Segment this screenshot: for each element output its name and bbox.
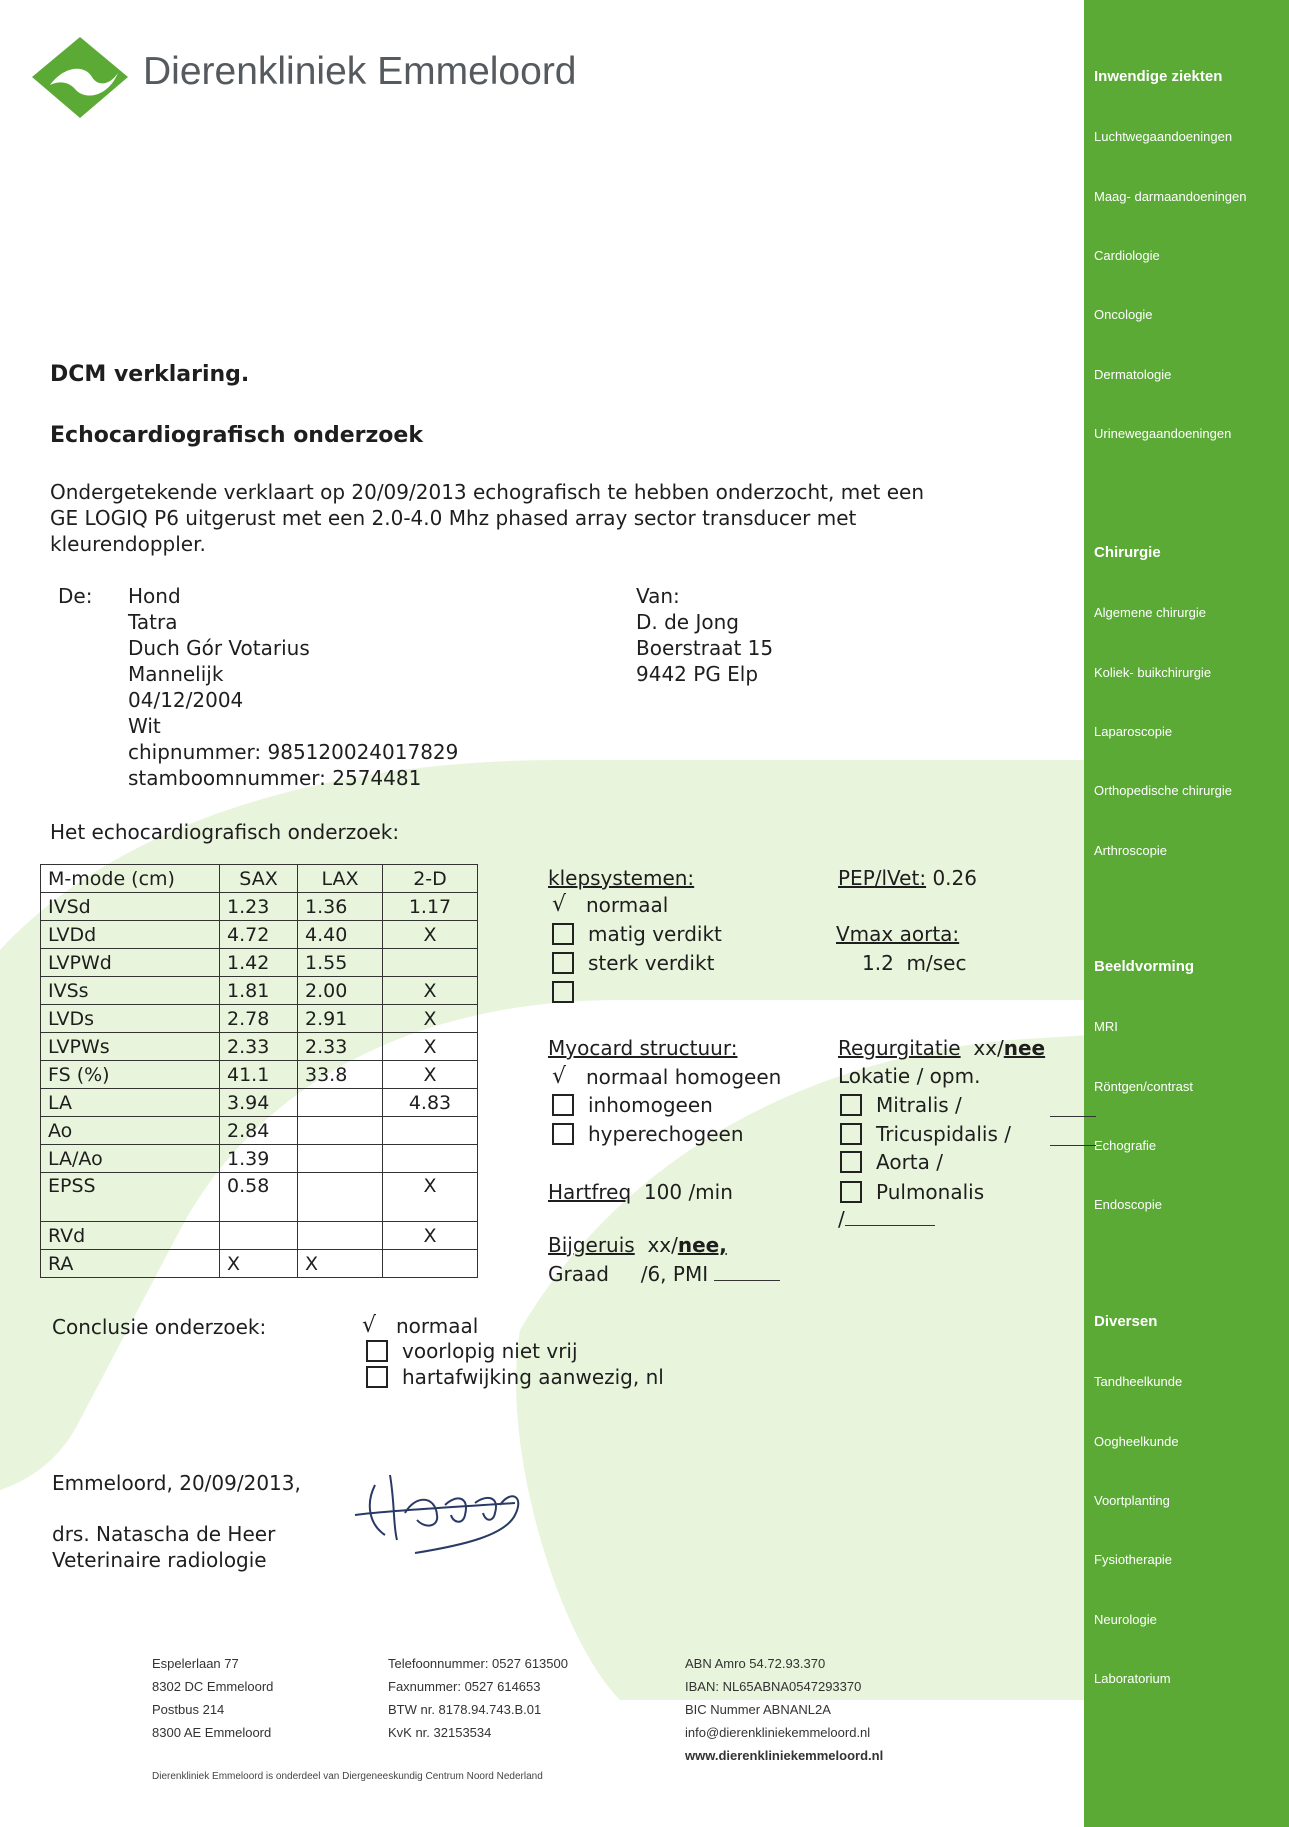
signer-name: drs. Natascha de Heer <box>52 1522 276 1546</box>
signer-role: Veterinaire radiologie <box>52 1548 267 1572</box>
vmax-label: Vmax aorta: <box>836 922 960 946</box>
table-cell: 1.55 <box>298 949 383 977</box>
table-cell: X <box>383 1033 478 1061</box>
table-cell: 3.94 <box>220 1089 298 1117</box>
regurgitatie-title: Regurgitatie <box>838 1036 961 1060</box>
table-row <box>41 1222 478 1250</box>
hartfreq-value: 100 /min <box>643 1180 733 1204</box>
exam-heading: Het echocardiografisch onderzoek: <box>50 820 400 844</box>
table-cell: 2.00 <box>298 977 383 1005</box>
table-cell: 2.84 <box>220 1117 298 1145</box>
table-cell <box>383 1250 478 1278</box>
place-date: Emmeloord, 20/09/2013, <box>52 1471 301 1495</box>
sidebar-item[interactable]: Oogheelkunde <box>1094 1433 1179 1449</box>
kleppen-option <box>552 922 722 946</box>
table-row <box>41 1173 478 1222</box>
table-cell: 1.42 <box>220 949 298 977</box>
table-row <box>41 1061 478 1089</box>
table-row <box>41 1089 478 1117</box>
option-label: hartafwijking aanwezig, nl <box>402 1365 664 1389</box>
footer-line: ABN Amro 54.72.93.370 <box>685 1656 826 1671</box>
sidebar-item[interactable]: Dermatologie <box>1094 366 1172 382</box>
checkmark-icon: √ <box>552 892 567 917</box>
table-cell: 2.91 <box>298 1005 383 1033</box>
footer-line: IBAN: NL65ABNA0547293370 <box>685 1679 862 1694</box>
regurgitatie-option <box>840 1093 962 1117</box>
pointer-line <box>1050 1145 1096 1146</box>
sidebar-item[interactable]: Echografie <box>1094 1137 1157 1153</box>
pep-label: PEP/lVet: <box>838 866 927 890</box>
table-cell: EPSS <box>41 1173 220 1222</box>
clinic-name: Dierenkliniek Emmeloord <box>143 50 577 93</box>
option-label: voorlopig niet vrij <box>402 1339 578 1363</box>
checkmark-icon: √ <box>552 1064 567 1089</box>
checkbox[interactable] <box>552 1123 574 1145</box>
sidebar-item[interactable]: Tandheelkunde <box>1094 1374 1183 1390</box>
sidebar-item[interactable]: Urinewegaandoeningen <box>1094 425 1232 441</box>
animal-color: Wit <box>128 714 161 738</box>
table-cell <box>298 1089 383 1117</box>
myocard-option <box>552 1122 744 1146</box>
table-cell <box>298 1222 383 1250</box>
owner-name: D. de Jong <box>636 610 739 634</box>
table-header-cell: M-mode (cm) <box>41 865 220 893</box>
table-cell: 0.58 <box>220 1173 298 1222</box>
van-label: Van: <box>636 584 680 608</box>
sidebar-group-title[interactable]: Beeldvorming <box>1094 958 1195 975</box>
table-cell: 2.33 <box>220 1033 298 1061</box>
table-cell: X <box>383 1173 478 1222</box>
intro-line: Ondergetekende verklaart op 20/09/2013 echografisch te hebben onderzocht, met een <box>50 480 925 504</box>
table-cell: 4.72 <box>220 921 298 949</box>
footer-line: Telefoonnummer: 0527 613500 <box>388 1656 568 1671</box>
table-row <box>41 921 478 949</box>
table-cell: X <box>383 977 478 1005</box>
sidebar-item[interactable]: Oncologie <box>1094 307 1153 323</box>
sidebar-item[interactable]: Voortplanting <box>1094 1492 1170 1508</box>
table-cell: LVPWs <box>41 1033 220 1061</box>
sidebar-item[interactable]: Algemene chirurgie <box>1094 605 1207 621</box>
intro-line: GE LOGIQ P6 uitgerust met een 2.0-4.0 Mhz phased array sector transducer met <box>50 506 857 530</box>
conclusie-option <box>362 1313 478 1338</box>
regurgitatie-answer-prefix: xx/ <box>973 1036 1004 1060</box>
myocard-title: Myocard structuur: <box>548 1036 738 1060</box>
sidebar-group-title[interactable]: Inwendige ziekten <box>1094 68 1223 85</box>
option-label: sterk verdikt <box>588 951 715 975</box>
checkbox[interactable] <box>366 1366 388 1388</box>
intro-line: kleurendoppler. <box>50 532 206 556</box>
table-cell: Ao <box>41 1117 220 1145</box>
blank-line <box>845 1211 935 1226</box>
animal-name: Duch Gór Votarius <box>128 636 310 660</box>
table-row <box>41 893 478 921</box>
pointer-line <box>1050 1116 1096 1117</box>
table-cell: X <box>383 921 478 949</box>
table-header-cell: 2-D <box>383 865 478 893</box>
table-cell: X <box>383 1005 478 1033</box>
vmax-unit: m/sec <box>906 951 967 975</box>
option-label: normaal <box>396 1313 479 1338</box>
table-cell: 2.78 <box>220 1005 298 1033</box>
table-cell <box>383 1117 478 1145</box>
bijgeruis-answer: nee, <box>677 1233 727 1257</box>
table-cell: X <box>383 1061 478 1089</box>
regurgitatie-answer: nee <box>1003 1036 1046 1060</box>
sidebar-group-title[interactable]: Chirurgie <box>1094 544 1161 561</box>
table-cell <box>298 1117 383 1145</box>
kleppen-title: klepsystemen: <box>548 866 695 890</box>
option-label: Aorta / <box>876 1150 943 1174</box>
conclusie-label: Conclusie onderzoek: <box>52 1315 267 1339</box>
conclusie-option <box>366 1365 664 1389</box>
hartfreq-label: Hartfreq <box>548 1180 632 1204</box>
footer-line: 8302 DC Emmeloord <box>152 1679 274 1694</box>
checkbox[interactable] <box>840 1181 862 1203</box>
sidebar-item[interactable]: Arthroscopie <box>1094 842 1167 858</box>
checkbox[interactable] <box>552 952 574 974</box>
animal-species: Hond <box>128 584 181 608</box>
animal-pedigree-number: stamboomnummer: 2574481 <box>128 766 422 790</box>
table-cell: 4.83 <box>383 1089 478 1117</box>
conclusie-option <box>366 1339 578 1363</box>
sidebar-item[interactable]: MRI <box>1094 1019 1118 1035</box>
pep-value: 0.26 <box>932 866 977 890</box>
option-label: Pulmonalis <box>876 1180 985 1204</box>
option-label: Mitralis / <box>876 1093 962 1117</box>
footer-line: KvK nr. 32153534 <box>388 1725 492 1740</box>
table-cell: RVd <box>41 1222 220 1250</box>
table-cell <box>220 1222 298 1250</box>
mmode-table <box>40 864 478 1278</box>
table-cell: LVDd <box>41 921 220 949</box>
handwritten-signature <box>345 1465 530 1560</box>
animal-breed: Tatra <box>128 610 178 634</box>
table-cell: 1.81 <box>220 977 298 1005</box>
table-cell: X <box>383 1222 478 1250</box>
sidebar-group-title[interactable]: Diversen <box>1094 1313 1158 1330</box>
leaf-logo-icon <box>30 35 130 120</box>
footer-email-link[interactable]: info@dierenkliniekemmeloord.nl <box>685 1725 871 1740</box>
footer-line: 8300 AE Emmeloord <box>152 1725 272 1740</box>
animal-sex: Mannelijk <box>128 662 224 686</box>
mmode-table-body <box>41 893 478 1278</box>
checkmark-icon: √ <box>362 1313 377 1338</box>
table-cell: 41.1 <box>220 1061 298 1089</box>
table-cell: 1.17 <box>383 893 478 921</box>
table-cell <box>383 1145 478 1173</box>
table-row <box>41 1117 478 1145</box>
document-subtitle: Echocardiografisch onderzoek <box>50 423 423 448</box>
table-cell: 1.36 <box>298 893 383 921</box>
sidebar-item[interactable]: Maag- darmaandoeningen <box>1094 188 1247 204</box>
table-cell: LA <box>41 1089 220 1117</box>
option-label: matig verdikt <box>588 922 722 946</box>
table-cell: 4.40 <box>298 921 383 949</box>
footer-line: BTW nr. 8178.94.743.B.01 <box>388 1702 542 1717</box>
footer-line: Faxnummer: 0527 614653 <box>388 1679 541 1694</box>
table-cell <box>298 1145 383 1173</box>
sidebar-item[interactable]: Fysiotherapie <box>1094 1552 1173 1568</box>
myocard-option <box>552 1093 713 1117</box>
kleppen-option <box>552 981 588 1003</box>
table-cell: 1.39 <box>220 1145 298 1173</box>
sidebar-item[interactable]: Röntgen/contrast <box>1094 1078 1194 1094</box>
myocard-option <box>552 1064 781 1089</box>
animal-chip-number: chipnummer: 985120024017829 <box>128 740 459 764</box>
table-header-cell: LAX <box>298 865 383 893</box>
option-label: inhomogeen <box>588 1093 713 1117</box>
owner-street: Boerstraat 15 <box>636 636 774 660</box>
footer-note: Dierenkliniek Emmeloord is onderdeel van Diergeneeskundig Centrum Noord Nederland <box>152 1771 543 1782</box>
table-cell: IVSs <box>41 977 220 1005</box>
footer-bank <box>685 1652 883 1767</box>
footer-address <box>152 1652 273 1744</box>
table-cell: 2.33 <box>298 1033 383 1061</box>
sidebar-item[interactable]: Laparoscopie <box>1094 723 1173 739</box>
kleppen-option <box>552 892 668 917</box>
table-row <box>41 1005 478 1033</box>
table-row <box>41 1250 478 1278</box>
de-label: De: <box>58 584 93 608</box>
table-cell: IVSd <box>41 893 220 921</box>
document-title: DCM verklaring. <box>50 362 250 387</box>
table-row <box>41 1033 478 1061</box>
regurgitatie-lokatie: Lokatie / opm. <box>838 1064 981 1088</box>
checkbox[interactable] <box>552 923 574 945</box>
option-label: hyperechogeen <box>588 1122 744 1146</box>
checkbox[interactable] <box>840 1151 862 1173</box>
sidebar-item[interactable]: Luchtwegaandoeningen <box>1094 129 1233 145</box>
table-cell: X <box>220 1250 298 1278</box>
checkbox[interactable] <box>552 1094 574 1116</box>
bijgeruis-label: Bijgeruis <box>548 1233 635 1257</box>
regurgitatie-option <box>840 1180 984 1204</box>
checkbox[interactable] <box>840 1123 862 1145</box>
vmax-value: 1.2 <box>862 951 894 975</box>
option-label: normaal <box>586 892 669 917</box>
table-cell: 33.8 <box>298 1061 383 1089</box>
footer-line: Postbus 214 <box>152 1702 225 1717</box>
table-row <box>41 977 478 1005</box>
sidebar-item[interactable]: Endoscopie <box>1094 1197 1162 1213</box>
sidebar-item[interactable]: Neurologie <box>1094 1611 1157 1627</box>
checkbox[interactable] <box>840 1094 862 1116</box>
checkbox[interactable] <box>366 1340 388 1362</box>
footer-website-link[interactable]: www.dierenkliniekemmeloord.nl <box>685 1748 884 1763</box>
table-cell <box>298 1173 383 1222</box>
regurgitatie-option <box>840 1150 943 1174</box>
footer-contact <box>388 1652 568 1744</box>
sidebar-item[interactable]: Orthopedische chirurgie <box>1094 783 1233 799</box>
checkbox[interactable] <box>552 981 574 1003</box>
animal-birthdate: 04/12/2004 <box>128 688 244 712</box>
sidebar-item[interactable]: Laboratorium <box>1094 1670 1171 1686</box>
bijgeruis-answer-prefix: xx/ <box>647 1233 678 1257</box>
sidebar-item[interactable]: Koliek- buikchirurgie <box>1094 664 1212 680</box>
table-cell: 1.23 <box>220 893 298 921</box>
owner-city: 9442 PG Elp <box>636 662 759 686</box>
bijgeruis-graad: Graad /6, PMI <box>548 1262 709 1286</box>
footer-line: BIC Nummer ABNANL2A <box>685 1702 831 1717</box>
table-row <box>41 1145 478 1173</box>
kleppen-option <box>552 951 714 975</box>
regurgitatie-trailing: / <box>838 1207 845 1231</box>
regurgitatie-option <box>840 1122 1011 1146</box>
sidebar-item[interactable]: Cardiologie <box>1094 247 1160 263</box>
table-cell: LVPWd <box>41 949 220 977</box>
table-cell: FS (%) <box>41 1061 220 1089</box>
table-row <box>41 949 478 977</box>
table-cell: RA <box>41 1250 220 1278</box>
option-label: Tricuspidalis / <box>876 1122 1011 1146</box>
table-cell: LVDs <box>41 1005 220 1033</box>
footer-line: Espelerlaan 77 <box>152 1656 239 1671</box>
table-header-row <box>41 865 478 893</box>
table-cell: LA/Ao <box>41 1145 220 1173</box>
table-cell <box>383 949 478 977</box>
blank-line <box>714 1266 780 1281</box>
option-label: normaal homogeen <box>586 1064 782 1089</box>
table-header-cell: SAX <box>220 865 298 893</box>
table-cell: X <box>298 1250 383 1278</box>
